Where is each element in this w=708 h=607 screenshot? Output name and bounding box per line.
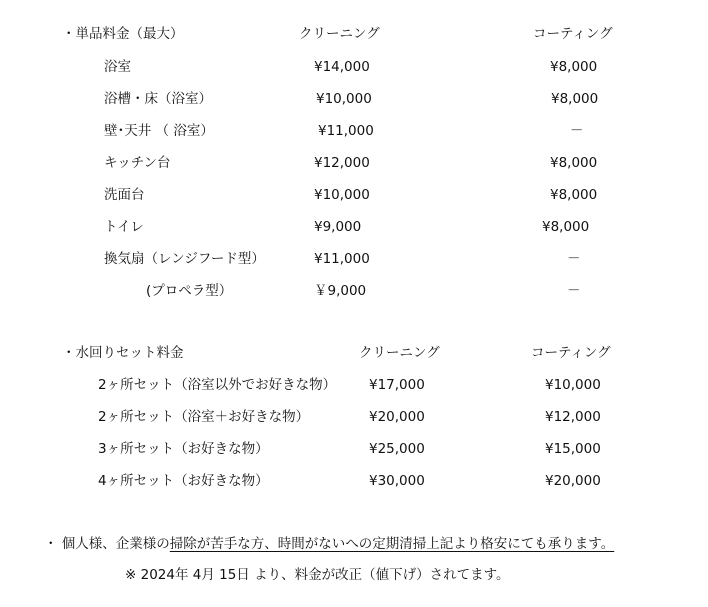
single-col-coating: コーティング	[533, 26, 613, 42]
set-col-cleaning: クリーニング	[359, 345, 440, 361]
set-row-cleaning-price: ¥17,000	[369, 377, 425, 393]
single-row-name: (プロペラ型）	[146, 283, 233, 299]
set-row-name: 4ヶ所セット（お好きな物）	[98, 473, 269, 489]
single-row-coating-price: ¥8,000	[551, 91, 599, 107]
note-line-1-underlined: 掃除が苦手な方、時間がないへの定期清掃上記より格安にても承ります。	[169, 536, 615, 552]
set-row-coating-price: ¥12,000	[545, 409, 601, 425]
set-row-coating-price: ¥10,000	[545, 377, 601, 393]
single-row-cleaning-price: ¥9,000	[314, 219, 362, 235]
note-line-2: ※ 2024年 4月 15日 より、料金が改正（値下げ）されてます。	[125, 567, 510, 583]
single-row-cleaning-price: ¥14,000	[314, 59, 370, 75]
single-row-coating-price: －	[567, 283, 581, 299]
single-row-name: トイレ	[104, 219, 144, 235]
single-row-cleaning-price: ¥11,000	[314, 251, 370, 267]
single-row-cleaning-price: ¥11,000	[318, 123, 374, 139]
set-row-cleaning-price: ¥30,000	[369, 473, 425, 489]
single-row-name: 浴室	[104, 59, 131, 75]
set-row-cleaning-price: ¥25,000	[369, 441, 425, 457]
set-row-name: 3ヶ所セット（お好きな物）	[98, 441, 269, 457]
single-price-heading: ・単品料金（最大）	[62, 26, 184, 42]
single-row-coating-price: ¥8,000	[550, 187, 598, 203]
single-row-name: 壁･天井 （ 浴室）	[104, 123, 214, 139]
set-row-name: 2ヶ所セット（浴室＋お好きな物）	[98, 409, 310, 425]
set-price-heading: ・水回りセット料金	[62, 345, 184, 361]
note-line-1-prefix: ・ 個人様、企業様の	[44, 536, 170, 552]
single-row-coating-price: ¥8,000	[550, 59, 598, 75]
single-row-name: 浴槽・床（浴室）	[104, 91, 212, 107]
single-row-cleaning-price: ￥9,000	[314, 283, 367, 299]
single-row-name: 洗面台	[104, 187, 145, 203]
single-row-name: 換気扇（レンジフード型）	[104, 251, 265, 267]
set-row-cleaning-price: ¥20,000	[369, 409, 425, 425]
single-row-coating-price: －	[567, 251, 581, 267]
single-row-name: キッチン台	[104, 155, 171, 171]
single-row-coating-price: ¥8,000	[550, 155, 598, 171]
single-row-coating-price: ¥8,000	[542, 219, 590, 235]
set-row-coating-price: ¥20,000	[545, 473, 601, 489]
single-row-coating-price: －	[570, 123, 584, 139]
single-col-cleaning: クリーニング	[299, 26, 380, 42]
single-row-cleaning-price: ¥10,000	[314, 187, 370, 203]
note-line-1	[44, 535, 614, 553]
set-col-coating: コーティング	[531, 345, 611, 361]
single-row-cleaning-price: ¥10,000	[316, 91, 372, 107]
set-row-coating-price: ¥15,000	[545, 441, 601, 457]
set-row-name: 2ヶ所セット（浴室以外でお好きな物）	[98, 377, 337, 393]
single-row-cleaning-price: ¥12,000	[314, 155, 370, 171]
